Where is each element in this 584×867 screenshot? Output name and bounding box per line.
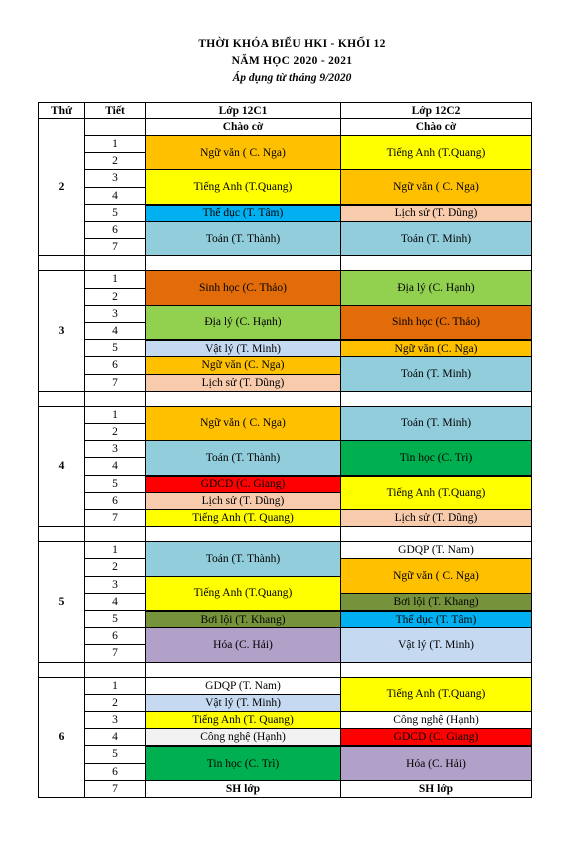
period-number: 1 (84, 135, 146, 153)
lesson-12c2: Toán (T. Minh) (340, 356, 532, 391)
lesson-12c2: Ngữ văn ( C. Nga) (340, 169, 532, 204)
lesson-12c2: Toán (T. Minh) (340, 221, 532, 256)
period-number: 1 (84, 270, 146, 288)
separator-cell (145, 526, 341, 542)
lesson-12c1: Vật lý (T. Minh) (145, 694, 341, 712)
period-number: 5 (84, 204, 146, 222)
school-year: NĂM HỌC 2020 - 2021 (231, 55, 353, 67)
period-number: 2 (84, 152, 146, 170)
lesson-12c2: Bơi lội (T. Khang) (340, 593, 532, 611)
period-number: 1 (84, 406, 146, 424)
lesson-12c1: Bơi lội (T. Khang) (145, 610, 341, 628)
separator-cell (38, 255, 85, 271)
separator-cell (84, 391, 146, 407)
lesson-12c2: GDQP (T. Nam) (340, 541, 532, 559)
period-number: 2 (84, 694, 146, 712)
separator-cell (340, 255, 532, 271)
period-number: 7 (84, 509, 146, 527)
lesson-12c1: Tiếng Anh (T.Quang) (145, 169, 341, 204)
period-number: 6 (84, 492, 146, 510)
lesson-12c1: SH lớp (145, 780, 341, 798)
period-number: 2 (84, 558, 146, 576)
period-number: 5 (84, 745, 146, 763)
lesson-12c2: Tiếng Anh (T.Quang) (340, 475, 532, 510)
lesson-12c1: Hóa (C. Hải) (145, 627, 341, 662)
lesson-12c2: Công nghệ (Hạnh) (340, 711, 532, 729)
lesson-12c2: Lịch sử (T. Dũng) (340, 509, 532, 527)
lesson-12c2: Sinh học (C. Thảo) (340, 305, 532, 340)
flag-ceremony-12c1: Chào cờ (145, 118, 341, 136)
lesson-12c1: Ngữ văn ( C. Nga) (145, 406, 341, 441)
period-number: 5 (84, 610, 146, 628)
lesson-12c1: Thể dục (T. Tâm) (145, 204, 341, 222)
period-number: 1 (84, 541, 146, 559)
period-number: 2 (84, 423, 146, 441)
col-header-class-12c2: Lớp 12C2 (340, 102, 532, 119)
ceremony-period-cell (84, 118, 146, 136)
lesson-12c2: GDCD (C. Giang) (340, 728, 532, 746)
col-header-class-12c1: Lớp 12C1 (145, 102, 341, 119)
lesson-12c2: Toán (T. Minh) (340, 406, 532, 441)
period-number: 3 (84, 305, 146, 323)
lesson-12c2: Lịch sử (T. Dũng) (340, 204, 532, 222)
lesson-12c1: Tiếng Anh (T. Quang) (145, 509, 341, 527)
period-number: 6 (84, 627, 146, 645)
separator-cell (145, 662, 341, 678)
timetable-grid (38, 102, 531, 838)
lesson-12c2: Ngữ văn ( C. Nga) (340, 558, 532, 593)
period-number: 3 (84, 440, 146, 458)
separator-cell (145, 391, 341, 407)
period-number: 4 (84, 593, 146, 611)
day-cell: 4 (38, 406, 85, 527)
lesson-12c1: Vật lý (T. Minh) (145, 339, 341, 357)
period-number: 4 (84, 322, 146, 340)
lesson-12c2: Vật lý (T. Minh) (340, 627, 532, 662)
period-number: 4 (84, 457, 146, 475)
separator-cell (340, 391, 532, 407)
separator-cell (84, 662, 146, 678)
col-header-period: Tiết (84, 102, 146, 119)
day-cell: 3 (38, 270, 85, 391)
lesson-12c1: Công nghệ (Hạnh) (145, 728, 341, 746)
period-number: 3 (84, 576, 146, 594)
period-number: 7 (84, 238, 146, 256)
lesson-12c1: Tin học (C. Trì) (145, 745, 341, 780)
period-number: 6 (84, 763, 146, 781)
separator-cell (145, 255, 341, 271)
lesson-12c1: Toán (T. Thành) (145, 440, 341, 475)
lesson-12c1: Tiếng Anh (T. Quang) (145, 711, 341, 729)
lesson-12c1: Ngữ văn ( C. Nga) (145, 135, 341, 170)
day-cell: 6 (38, 677, 85, 798)
period-number: 3 (84, 169, 146, 187)
separator-cell (84, 255, 146, 271)
lesson-12c1: Lịch sử (T. Dũng) (145, 492, 341, 510)
day-cell: 2 (38, 118, 85, 256)
period-number: 7 (84, 780, 146, 798)
lesson-12c2: Tiếng Anh (T.Quang) (340, 135, 532, 170)
period-number: 5 (84, 475, 146, 493)
timetable-title: THỜI KHÓA BIỂU HKI - KHỐI 12 (198, 38, 386, 50)
period-number: 6 (84, 356, 146, 374)
period-number: 3 (84, 711, 146, 729)
lesson-12c1: GDCD (C. Giang) (145, 475, 341, 493)
lesson-12c1: Tiếng Anh (T.Quang) (145, 576, 341, 611)
lesson-12c2: Thể dục (T. Tâm) (340, 610, 532, 628)
lesson-12c1: Toán (T. Thành) (145, 221, 341, 256)
lesson-12c2: SH lớp (340, 780, 532, 798)
lesson-12c1: Lịch sử (T. Dũng) (145, 374, 341, 392)
separator-cell (38, 662, 85, 678)
lesson-12c2: Ngữ văn (C. Nga) (340, 339, 532, 357)
period-number: 7 (84, 374, 146, 392)
col-header-day: Thứ (38, 102, 85, 119)
flag-ceremony-12c2: Chào cờ (340, 118, 532, 136)
period-number: 4 (84, 728, 146, 746)
period-number: 5 (84, 339, 146, 357)
period-number: 1 (84, 677, 146, 695)
lesson-12c1: Sinh học (C. Thảo) (145, 270, 341, 305)
lesson-12c1: Toán (T. Thành) (145, 541, 341, 576)
lesson-12c1: Ngữ văn (C. Nga) (145, 356, 341, 374)
separator-cell (38, 391, 85, 407)
separator-cell (84, 526, 146, 542)
period-number: 7 (84, 644, 146, 662)
period-number: 4 (84, 187, 146, 205)
lesson-12c2: Địa lý (C. Hạnh) (340, 270, 532, 305)
period-number: 2 (84, 288, 146, 306)
lesson-12c2: Tiếng Anh (T.Quang) (340, 677, 532, 712)
separator-cell (340, 662, 532, 678)
lesson-12c1: GDQP (T. Nam) (145, 677, 341, 695)
separator-cell (38, 526, 85, 542)
separator-cell (340, 526, 532, 542)
lesson-12c2: Hóa (C. Hải) (340, 745, 532, 780)
period-number: 6 (84, 221, 146, 239)
day-cell: 5 (38, 541, 85, 662)
lesson-12c1: Địa lý (C. Hạnh) (145, 305, 341, 340)
applied-date: Áp dụng từ tháng 9/2020 (232, 72, 352, 84)
lesson-12c2: Tin học (C. Trì) (340, 440, 532, 475)
